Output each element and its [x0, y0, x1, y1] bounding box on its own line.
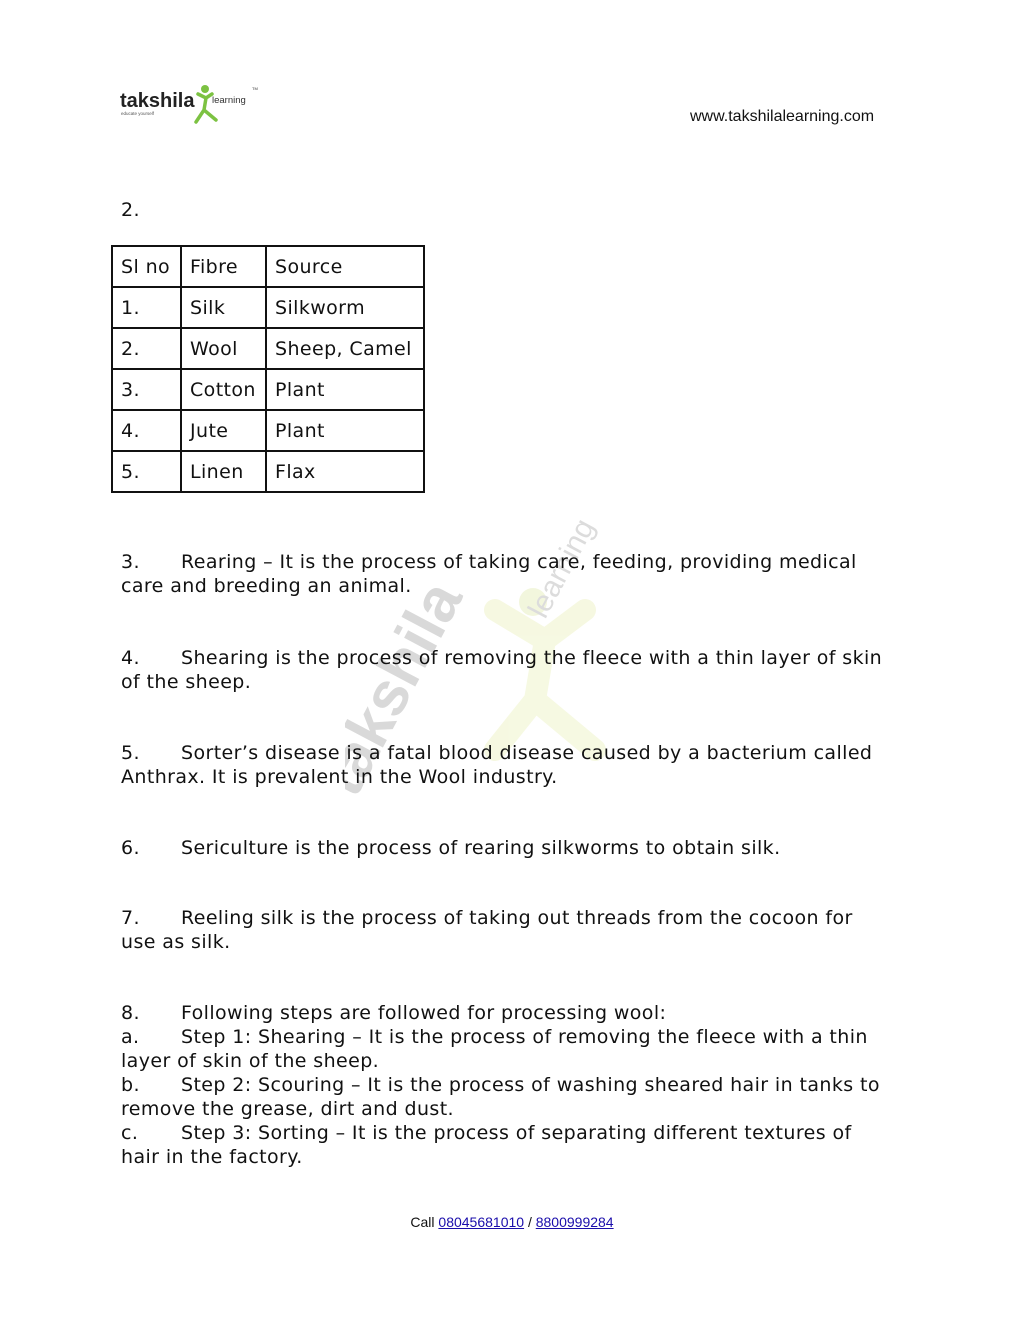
- answer-text-continued: care and breeding an animal.: [121, 575, 412, 597]
- answer-text: Sorter’s disease is a fatal blood disease caused by a bacterium called: [181, 742, 873, 764]
- table-cell: Silkworm: [266, 287, 424, 328]
- answer-6: [121, 836, 921, 860]
- svg-text:learning: learning: [522, 513, 602, 624]
- logo-text: takshila: [120, 90, 195, 112]
- table-row: [112, 451, 424, 492]
- step-text-continued: remove the grease, dirt and dust.: [121, 1098, 454, 1120]
- table-cell: Silk: [181, 287, 266, 328]
- step-text: Step 3: Sorting – It is the process of separating different textures of: [181, 1122, 852, 1144]
- table-row: [112, 410, 424, 451]
- answer-5: [121, 741, 921, 789]
- phone-separator: /: [527, 1214, 532, 1230]
- answer-text-continued: of the sheep.: [121, 671, 252, 693]
- table-cell: Wool: [181, 328, 266, 369]
- table-cell: Flax: [266, 451, 424, 492]
- answer-number: 5.: [121, 742, 140, 764]
- answer-number: 7.: [121, 907, 140, 929]
- logo-trademark: TM: [252, 86, 258, 91]
- footer-contact: [0, 1214, 1024, 1230]
- answer-text: Sericulture is the process of rearing silkworms to obtain silk.: [181, 837, 781, 859]
- answer-text: Shearing is the process of removing the fleece with a thin layer of skin: [181, 647, 883, 669]
- table-cell: Jute: [181, 410, 266, 451]
- phone-link-2[interactable]: 8800999284: [535, 1214, 614, 1230]
- table-cell: Linen: [181, 451, 266, 492]
- step-text: Step 1: Shearing – It is the process of removing the fleece with a thin: [181, 1026, 868, 1048]
- logo-tagline: educate yourself: [121, 111, 155, 116]
- step-label: a.: [121, 1026, 140, 1048]
- step-label: c.: [121, 1122, 139, 1144]
- table-cell: 4.: [112, 410, 181, 451]
- table-cell: 3.: [112, 369, 181, 410]
- takshila-logo: [118, 80, 258, 126]
- table-cell: 1.: [112, 287, 181, 328]
- step-label: b.: [121, 1074, 140, 1096]
- fibre-source-table: [111, 245, 425, 493]
- answer-text: Following steps are followed for processing wool:: [181, 1002, 667, 1024]
- answer-text-continued: use as silk.: [121, 931, 231, 953]
- table-row: [112, 328, 424, 369]
- table-header-row: [112, 246, 424, 287]
- answer-number: 8.: [121, 1002, 140, 1024]
- answer-4: [121, 646, 921, 694]
- table-header-cell: Sl no: [112, 246, 181, 287]
- website-url: www.takshilalearning.com: [690, 108, 875, 125]
- step-text-continued: hair in the factory.: [121, 1146, 303, 1168]
- table-cell: Plant: [266, 369, 424, 410]
- table-cell: Sheep, Camel: [266, 328, 424, 369]
- answer-text-continued: Anthrax. It is prevalent in the Wool industry.: [121, 766, 558, 788]
- answer-number: 6.: [121, 837, 140, 859]
- table-header-cell: Source: [266, 246, 424, 287]
- table-cell: Plant: [266, 410, 424, 451]
- call-label: Call: [410, 1214, 435, 1230]
- table-row: [112, 287, 424, 328]
- logo-subtext: learning: [212, 95, 246, 106]
- step-text-continued: layer of skin of the sheep.: [121, 1050, 380, 1072]
- table-cell: 2.: [112, 328, 181, 369]
- item-number-2: 2.: [121, 199, 140, 221]
- answer-8: [121, 1001, 921, 1169]
- step-text: Step 2: Scouring – It is the process of washing sheared hair in tanks to: [181, 1074, 880, 1096]
- answer-number: 4.: [121, 647, 140, 669]
- answer-3: [121, 550, 921, 598]
- table-header-cell: Fibre: [181, 246, 266, 287]
- table-cell: 5.: [112, 451, 181, 492]
- answer-text: Reeling silk is the process of taking out threads from the cocoon for: [181, 907, 853, 929]
- table-cell: Cotton: [181, 369, 266, 410]
- svg-text:takshila: takshila: [345, 570, 476, 807]
- answer-text: Rearing – It is the process of taking care, feeding, providing medical: [181, 551, 857, 573]
- answer-number: 3.: [121, 551, 140, 573]
- phone-link-1[interactable]: 08045681010: [438, 1214, 525, 1230]
- answer-7: [121, 906, 921, 954]
- table-row: [112, 369, 424, 410]
